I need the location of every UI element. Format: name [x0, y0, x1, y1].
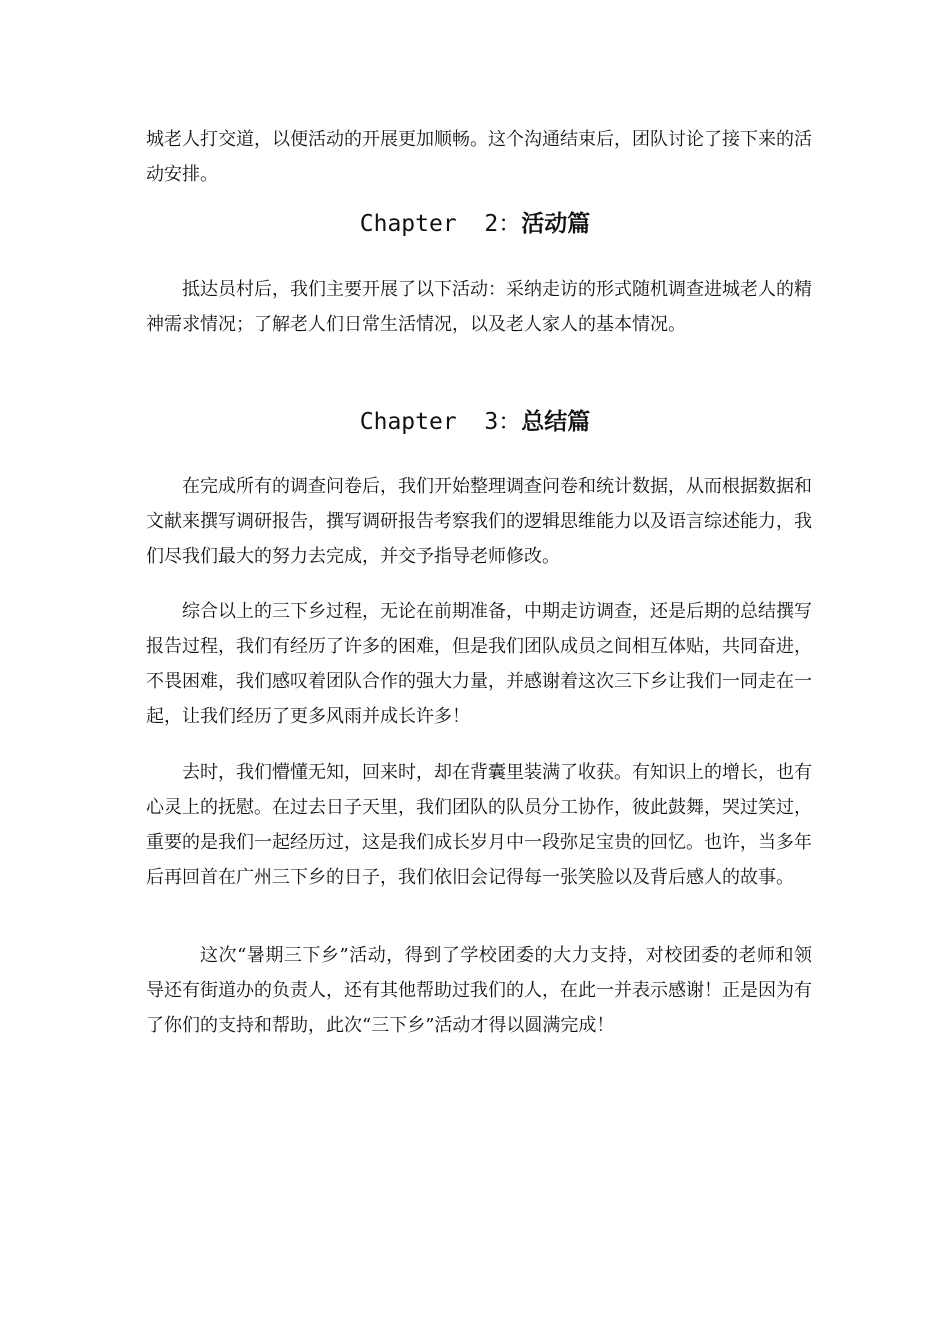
- summary-block-2: [146, 594, 812, 734]
- chapter-2-title: 活动篇: [521, 210, 591, 237]
- paragraph-intro-continuation: 城老人打交道，以便活动的开展更加顺畅。这个沟通结束后，团队讨论了接下来的活动安排。: [146, 129, 812, 185]
- chapter-3-prefix: Chapter 3：: [359, 409, 522, 435]
- paragraph-summary-1: 在完成所有的调查问卷后，我们开始整理调查问卷和统计数据，从而根据数据和文献来撰写调研报告，撰写调研报告考察我们的逻辑思维能力以及语言综述能力，我们尽我们最大的努力去完成，并交予指导老师修改。: [146, 476, 812, 567]
- summary-block-1: [146, 469, 812, 574]
- paragraph-thanks: 这次“暑期三下乡”活动，得到了学校团委的大力支持，对校团委的老师和领导还有街道办的负责人，还有其他帮助过我们的人，在此一并表示感谢！正是因为有了你们的支持和帮助，此次“三下乡”活动才得以圆满完成！: [146, 945, 812, 1036]
- thanks-block: [146, 938, 812, 1043]
- paragraph-activity: 抵达员村后，我们主要开展了以下活动：采纳走访的形式随机调查进城老人的精神需求情况；了解老人们日常生活情况，以及老人家人的基本情况。: [146, 279, 812, 335]
- paragraph-summary-3: 去时，我们懵懂无知，回来时，却在背囊里装满了收获。有知识上的增长，也有心灵上的抚慰。在过去日子天里，我们团队的队员分工协作，彼此鼓舞，哭过笑过，重要的是我们一起经历过，这是我们成长岁月中一段弥足宝贵的回忆。也许，当多年后再回首在广州三下乡的日子，我们依旧会记得每一张笑脸以及背后感人的故事。: [146, 762, 812, 888]
- chapter-2-heading: [0, 209, 950, 239]
- activity-block: [146, 272, 812, 342]
- intro-continuation-block: [146, 122, 812, 192]
- chapter-3-heading: [0, 407, 950, 437]
- summary-block-3: [146, 755, 812, 895]
- chapter-2-prefix: Chapter 2：: [359, 211, 522, 237]
- paragraph-summary-2: 综合以上的三下乡过程，无论在前期准备，中期走访调查，还是后期的总结撰写报告过程，我们有经历了许多的困难，但是我们团队成员之间相互体贴，共同奋进，不畏困难，我们感叹着团队合作的强大力量，并感谢着这次三下乡让我们一同走在一起，让我们经历了更多风雨并成长许多！: [146, 601, 812, 727]
- chapter-3-title: 总结篇: [521, 408, 591, 435]
